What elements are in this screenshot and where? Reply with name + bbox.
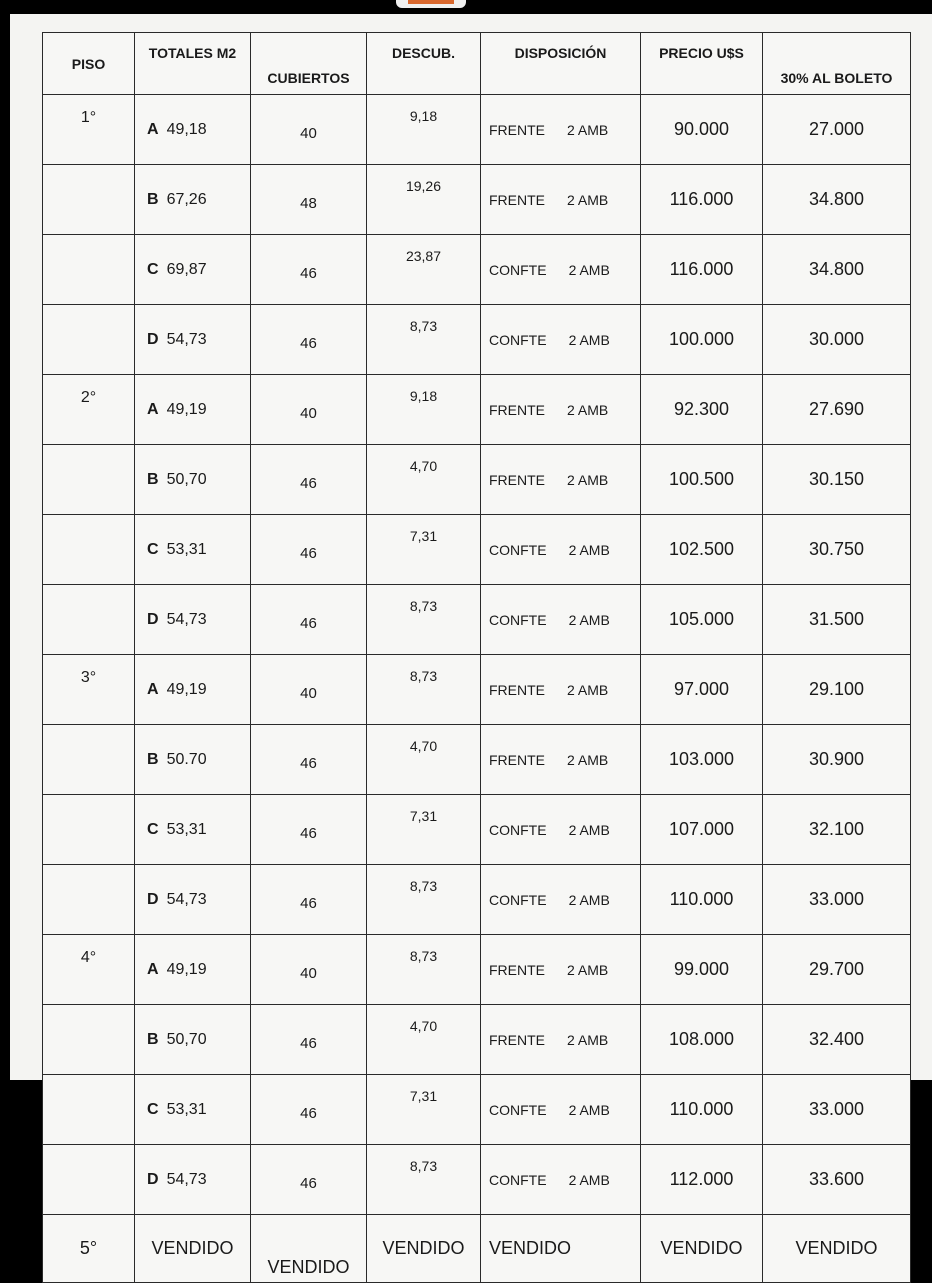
cell-descubiertos xyxy=(367,165,481,235)
cell-disposicion xyxy=(481,935,641,1005)
cell-cubiertos: 46 xyxy=(251,305,367,375)
total-m2: 53,31 xyxy=(166,540,207,558)
cell-descubiertos xyxy=(367,935,481,1005)
cell-descubiertos: VENDIDO xyxy=(367,1215,481,1283)
cell-descubiertos xyxy=(367,95,481,165)
ambientes: 2 AMB xyxy=(567,751,609,768)
cell-descubiertos xyxy=(367,795,481,865)
ambientes: 2 AMB xyxy=(567,471,609,488)
total-m2: 54,73 xyxy=(166,610,207,628)
table-row xyxy=(43,1145,911,1215)
cell-disposicion xyxy=(481,655,641,725)
table-row xyxy=(43,655,911,725)
cell-descubiertos xyxy=(367,585,481,655)
cell-descubiertos xyxy=(367,515,481,585)
ambientes: 2 AMB xyxy=(568,331,610,348)
cell-cubiertos: 46 xyxy=(251,1005,367,1075)
ambientes: 2 AMB xyxy=(567,1031,609,1048)
table-row xyxy=(43,95,911,165)
table-row xyxy=(43,305,911,375)
descubiertos-value: 4,70 xyxy=(409,1018,438,1034)
cell-precio: 90.000 xyxy=(641,95,763,165)
table-row xyxy=(43,725,911,795)
ambientes: 2 AMB xyxy=(568,541,610,558)
unit-letter: D xyxy=(147,610,159,628)
cell-cubiertos: 40 xyxy=(251,95,367,165)
cell-boleto: 34.800 xyxy=(763,165,911,235)
cell-totales xyxy=(135,935,251,1005)
cell-disposicion xyxy=(481,515,641,585)
orientacion: FRENTE xyxy=(489,121,545,138)
top-tab-handle xyxy=(396,0,466,8)
cell-piso xyxy=(43,585,135,655)
table-row xyxy=(43,445,911,515)
total-m2: 49,19 xyxy=(166,680,207,698)
cell-boleto: 29.100 xyxy=(763,655,911,725)
cell-descubiertos xyxy=(367,1145,481,1215)
cell-totales xyxy=(135,655,251,725)
cell-piso xyxy=(43,515,135,585)
cell-precio: 116.000 xyxy=(641,235,763,305)
table-row xyxy=(43,515,911,585)
cell-boleto: 34.800 xyxy=(763,235,911,305)
orientacion: FRENTE xyxy=(489,681,545,698)
cell-piso xyxy=(43,165,135,235)
cell-piso xyxy=(43,1005,135,1075)
descubiertos-value: 8,73 xyxy=(409,668,438,684)
table-row xyxy=(43,865,911,935)
cell-disposicion xyxy=(481,95,641,165)
cell-precio: 100.500 xyxy=(641,445,763,515)
cell-totales: VENDIDO xyxy=(135,1215,251,1283)
cell-boleto: 31.500 xyxy=(763,585,911,655)
cell-totales xyxy=(135,585,251,655)
cell-boleto: 30.750 xyxy=(763,515,911,585)
unit-letter: B xyxy=(147,190,159,208)
orientacion: CONFTE xyxy=(489,821,547,838)
cell-precio: 112.000 xyxy=(641,1145,763,1215)
unit-letter: A xyxy=(147,120,159,138)
total-m2: 54,73 xyxy=(166,890,207,908)
cell-boleto: 27.690 xyxy=(763,375,911,445)
cell-piso xyxy=(43,445,135,515)
cell-piso xyxy=(43,865,135,935)
cell-cubiertos: VENDIDO xyxy=(251,1215,367,1283)
cell-cubiertos: 46 xyxy=(251,445,367,515)
cell-boleto: 32.100 xyxy=(763,795,911,865)
total-m2: 69,87 xyxy=(166,260,207,278)
cell-precio: 99.000 xyxy=(641,935,763,1005)
unit-letter: A xyxy=(147,680,159,698)
cell-cubiertos: 46 xyxy=(251,865,367,935)
cell-disposicion xyxy=(481,1005,641,1075)
cell-totales xyxy=(135,865,251,935)
cell-descubiertos xyxy=(367,865,481,935)
orientacion: FRENTE xyxy=(489,191,545,208)
table-row xyxy=(43,165,911,235)
cell-piso: 4° xyxy=(43,935,135,1005)
ambientes: 2 AMB xyxy=(568,1101,610,1118)
cell-disposicion xyxy=(481,795,641,865)
total-m2: 53,31 xyxy=(166,1100,207,1118)
cell-cubiertos: 46 xyxy=(251,725,367,795)
table-row xyxy=(43,935,911,1005)
header-cubiertos: CUBIERTOS xyxy=(251,33,367,95)
unit-letter: B xyxy=(147,470,159,488)
cell-totales xyxy=(135,375,251,445)
header-disposicion: DISPOSICIÓN xyxy=(481,33,641,95)
table-row xyxy=(43,795,911,865)
cell-cubiertos: 40 xyxy=(251,655,367,725)
cell-disposicion xyxy=(481,375,641,445)
ambientes: 2 AMB xyxy=(568,611,610,628)
header-row xyxy=(43,33,911,95)
orientacion: CONFTE xyxy=(489,1171,547,1188)
cell-piso xyxy=(43,235,135,305)
orientacion: FRENTE xyxy=(489,401,545,418)
cell-totales xyxy=(135,95,251,165)
cell-precio: VENDIDO xyxy=(641,1215,763,1283)
unit-letter: D xyxy=(147,330,159,348)
cell-disposicion xyxy=(481,865,641,935)
total-m2: 49,19 xyxy=(166,960,207,978)
cell-precio: 97.000 xyxy=(641,655,763,725)
total-m2: 50.70 xyxy=(166,750,207,768)
cell-boleto: VENDIDO xyxy=(763,1215,911,1283)
descubiertos-value: 19,26 xyxy=(405,178,442,194)
unit-letter: B xyxy=(147,1030,159,1048)
cell-totales xyxy=(135,515,251,585)
total-m2: 49,19 xyxy=(166,400,207,418)
cell-disposicion xyxy=(481,1075,641,1145)
unit-letter: A xyxy=(147,400,159,418)
ambientes: 2 AMB xyxy=(567,121,609,138)
cell-descubiertos xyxy=(367,305,481,375)
cell-disposicion xyxy=(481,235,641,305)
cell-piso xyxy=(43,1145,135,1215)
scanned-document xyxy=(10,14,932,1277)
ambientes: 2 AMB xyxy=(568,1171,610,1188)
cell-piso: 3° xyxy=(43,655,135,725)
cell-descubiertos xyxy=(367,375,481,445)
cell-precio: 105.000 xyxy=(641,585,763,655)
top-tab-accent xyxy=(408,0,454,4)
ambientes: 2 AMB xyxy=(567,191,609,208)
unit-letter: C xyxy=(147,540,159,558)
cell-totales xyxy=(135,1005,251,1075)
header-precio: PRECIO U$S xyxy=(641,33,763,95)
cell-descubiertos xyxy=(367,445,481,515)
cell-piso xyxy=(43,725,135,795)
cell-piso: 5° xyxy=(43,1215,135,1283)
cell-disposicion: VENDIDO xyxy=(481,1215,641,1283)
unit-letter: D xyxy=(147,890,159,908)
orientacion: FRENTE xyxy=(489,751,545,768)
cell-boleto: 27.000 xyxy=(763,95,911,165)
orientacion: CONFTE xyxy=(489,1101,547,1118)
cell-descubiertos xyxy=(367,1075,481,1145)
orientacion: CONFTE xyxy=(489,331,547,348)
total-m2: 54,73 xyxy=(166,330,207,348)
unit-letter: C xyxy=(147,260,159,278)
cell-totales xyxy=(135,795,251,865)
cell-piso xyxy=(43,795,135,865)
cell-piso: 2° xyxy=(43,375,135,445)
descubiertos-value: 4,70 xyxy=(409,458,438,474)
cell-totales xyxy=(135,1075,251,1145)
cell-cubiertos: 46 xyxy=(251,1145,367,1215)
header-descubiertos: DESCUB. xyxy=(367,33,481,95)
cell-boleto: 32.400 xyxy=(763,1005,911,1075)
cell-descubiertos xyxy=(367,1005,481,1075)
cell-cubiertos: 46 xyxy=(251,235,367,305)
total-m2: 54,73 xyxy=(166,1170,207,1188)
cell-precio: 102.500 xyxy=(641,515,763,585)
ambientes: 2 AMB xyxy=(568,891,610,908)
descubiertos-value: 9,18 xyxy=(409,108,438,124)
descubiertos-value: 9,18 xyxy=(409,388,438,404)
cell-boleto: 33.000 xyxy=(763,865,911,935)
cell-totales xyxy=(135,305,251,375)
cell-piso: 1° xyxy=(43,95,135,165)
cell-boleto: 30.900 xyxy=(763,725,911,795)
header-boleto: 30% AL BOLETO xyxy=(763,33,911,95)
descubiertos-value: 4,70 xyxy=(409,738,438,754)
cell-precio: 92.300 xyxy=(641,375,763,445)
table-row xyxy=(43,1075,911,1145)
total-m2: 49,18 xyxy=(166,120,207,138)
price-table xyxy=(42,32,911,1283)
orientacion: CONFTE xyxy=(489,891,547,908)
cell-disposicion xyxy=(481,165,641,235)
unit-letter: B xyxy=(147,750,159,768)
total-m2: 50,70 xyxy=(166,1030,207,1048)
cell-precio: 110.000 xyxy=(641,1075,763,1145)
cell-cubiertos: 46 xyxy=(251,515,367,585)
cell-precio: 107.000 xyxy=(641,795,763,865)
table-row xyxy=(43,375,911,445)
cell-cubiertos: 40 xyxy=(251,375,367,445)
ambientes: 2 AMB xyxy=(567,401,609,418)
unit-letter: C xyxy=(147,820,159,838)
orientacion: FRENTE xyxy=(489,961,545,978)
cell-disposicion xyxy=(481,305,641,375)
cell-cubiertos: 40 xyxy=(251,935,367,1005)
cell-precio: 100.000 xyxy=(641,305,763,375)
total-m2: 50,70 xyxy=(166,470,207,488)
header-totales: TOTALES M2 xyxy=(135,33,251,95)
orientacion: CONFTE xyxy=(489,261,547,278)
descubiertos-value: 7,31 xyxy=(409,808,438,824)
cell-descubiertos xyxy=(367,725,481,795)
cell-precio: 103.000 xyxy=(641,725,763,795)
cell-precio: 116.000 xyxy=(641,165,763,235)
descubiertos-value: 23,87 xyxy=(405,248,442,264)
cell-totales xyxy=(135,445,251,515)
table-row xyxy=(43,585,911,655)
descubiertos-value: 8,73 xyxy=(409,878,438,894)
cell-boleto: 30.000 xyxy=(763,305,911,375)
orientacion: FRENTE xyxy=(489,1031,545,1048)
cell-cubiertos: 46 xyxy=(251,585,367,655)
cell-disposicion xyxy=(481,1145,641,1215)
cell-disposicion xyxy=(481,725,641,795)
cell-boleto: 30.150 xyxy=(763,445,911,515)
total-m2: 53,31 xyxy=(166,820,207,838)
cell-totales xyxy=(135,235,251,305)
cell-piso xyxy=(43,305,135,375)
descubiertos-value: 7,31 xyxy=(409,528,438,544)
cell-descubiertos xyxy=(367,235,481,305)
unit-letter: A xyxy=(147,960,159,978)
ambientes: 2 AMB xyxy=(568,821,610,838)
cell-totales xyxy=(135,165,251,235)
ambientes: 2 AMB xyxy=(567,681,609,698)
cell-boleto: 29.700 xyxy=(763,935,911,1005)
orientacion: FRENTE xyxy=(489,471,545,488)
cell-totales xyxy=(135,725,251,795)
descubiertos-value: 8,73 xyxy=(409,318,438,334)
orientacion: CONFTE xyxy=(489,541,547,558)
table-row xyxy=(43,1005,911,1075)
ambientes: 2 AMB xyxy=(567,961,609,978)
cell-descubiertos xyxy=(367,655,481,725)
cell-cubiertos: 46 xyxy=(251,1075,367,1145)
cell-precio: 108.000 xyxy=(641,1005,763,1075)
ambientes: 2 AMB xyxy=(568,261,610,278)
orientacion: CONFTE xyxy=(489,611,547,628)
unit-letter: D xyxy=(147,1170,159,1188)
cell-boleto: 33.000 xyxy=(763,1075,911,1145)
cell-boleto: 33.600 xyxy=(763,1145,911,1215)
cell-cubiertos: 48 xyxy=(251,165,367,235)
cell-totales xyxy=(135,1145,251,1215)
total-m2: 67,26 xyxy=(166,190,207,208)
cell-piso xyxy=(43,1075,135,1145)
header-piso: PISO xyxy=(43,33,135,95)
table-body xyxy=(43,95,911,1215)
unit-letter: C xyxy=(147,1100,159,1118)
table-row xyxy=(43,235,911,305)
cell-disposicion xyxy=(481,445,641,515)
cell-disposicion xyxy=(481,585,641,655)
cell-precio: 110.000 xyxy=(641,865,763,935)
cell-cubiertos: 46 xyxy=(251,795,367,865)
descubiertos-value: 8,73 xyxy=(409,948,438,964)
descubiertos-value: 8,73 xyxy=(409,1158,438,1174)
vendido-row xyxy=(43,1215,911,1283)
descubiertos-value: 7,31 xyxy=(409,1088,438,1104)
descubiertos-value: 8,73 xyxy=(409,598,438,614)
